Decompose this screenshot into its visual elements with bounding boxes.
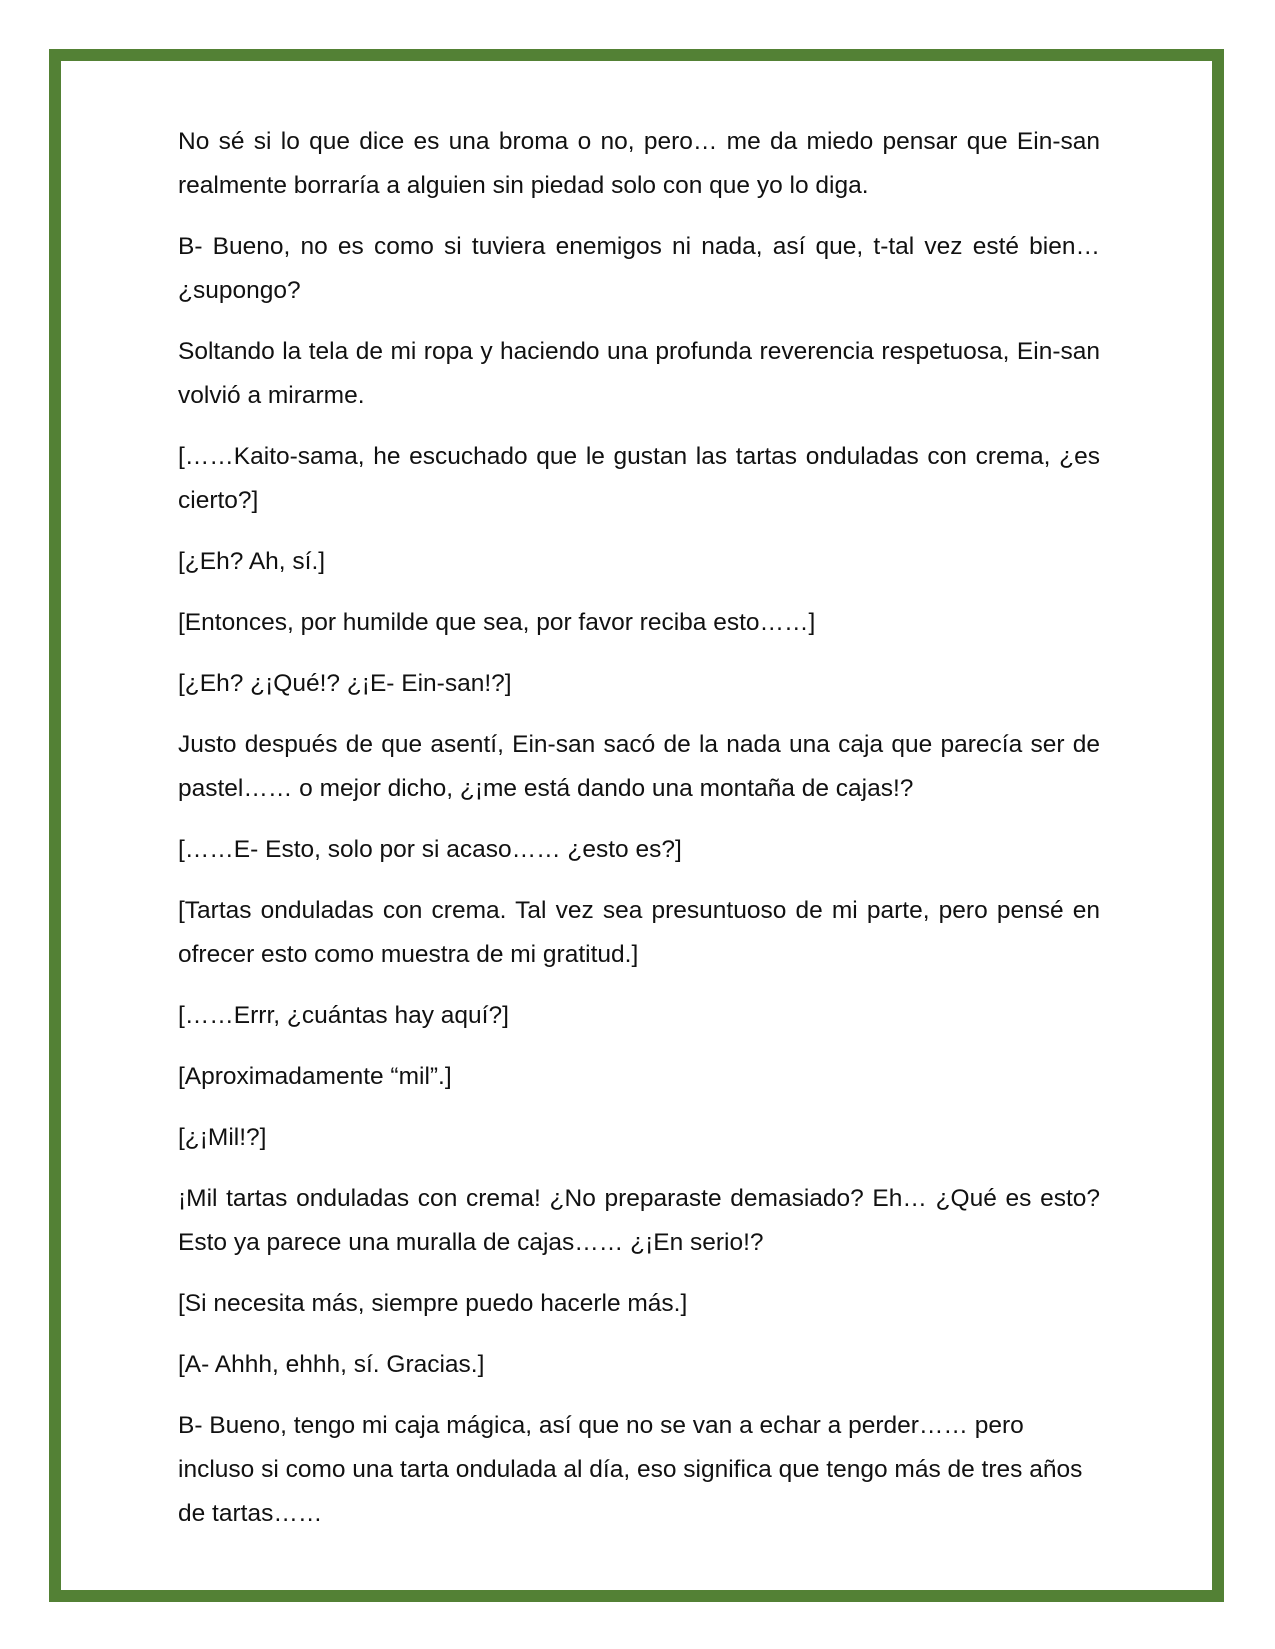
document-body — [178, 120, 1100, 1553]
paragraph: B- Bueno, tengo mi caja mágica, así que no se van a echar a perder…… pero incluso si como una tarta ondulada al día, eso significa que tengo más de tres años de tartas…… — [178, 1412, 1083, 1527]
paragraph: [¿¡Mil!?] — [178, 1124, 267, 1151]
paragraph: ¡Mil tartas onduladas con crema! ¿No preparaste demasiado? Eh… ¿Qué es esto? Esto ya parece una muralla de cajas…… ¿¡En serio!? — [178, 1185, 1100, 1256]
paragraph: Justo después de que asentí, Ein-san sacó de la nada una caja que parecía ser de pastel…… o mejor dicho, ¿¡me está dando una montaña de cajas!? — [178, 731, 1100, 802]
paragraph: [Si necesita más, siempre puedo hacerle más.] — [178, 1290, 688, 1317]
paragraph: [¿Eh? ¿¡Qué!? ¿¡E- Ein-san!?] — [178, 670, 512, 697]
paragraph: [Aproximadamente “mil”.] — [178, 1063, 452, 1090]
paragraph: [……Kaito-sama, he escuchado que le gustan las tartas onduladas con crema, ¿es cierto?] — [178, 443, 1100, 514]
paragraph: [¿Eh? Ah, sí.] — [178, 548, 326, 575]
paragraph: [Tartas onduladas con crema. Tal vez sea presuntuoso de mi parte, pero pensé en ofrecer esto como muestra de mi gratitud.] — [178, 897, 1100, 968]
paragraph: [Entonces, por humilde que sea, por favor reciba esto……] — [178, 609, 816, 636]
paragraph: Soltando la tela de mi ropa y haciendo una profunda reverencia respetuosa, Ein-san volvió a mirarme. — [178, 338, 1100, 409]
paragraph: [A- Ahhh, ehhh, sí. Gracias.] — [178, 1351, 485, 1378]
paragraph: [……E- Esto, solo por si acaso…… ¿esto es?] — [178, 836, 682, 863]
paragraph: No sé si lo que dice es una broma o no, pero… me da miedo pensar que Ein-san realmente borraría a alguien sin piedad solo con que yo lo diga. — [178, 128, 1100, 199]
paragraph: [……Errr, ¿cuántas hay aquí?] — [178, 1002, 509, 1029]
paragraph: B- Bueno, no es como si tuviera enemigos ni nada, así que, t-tal vez esté bien… ¿supongo? — [178, 233, 1100, 304]
